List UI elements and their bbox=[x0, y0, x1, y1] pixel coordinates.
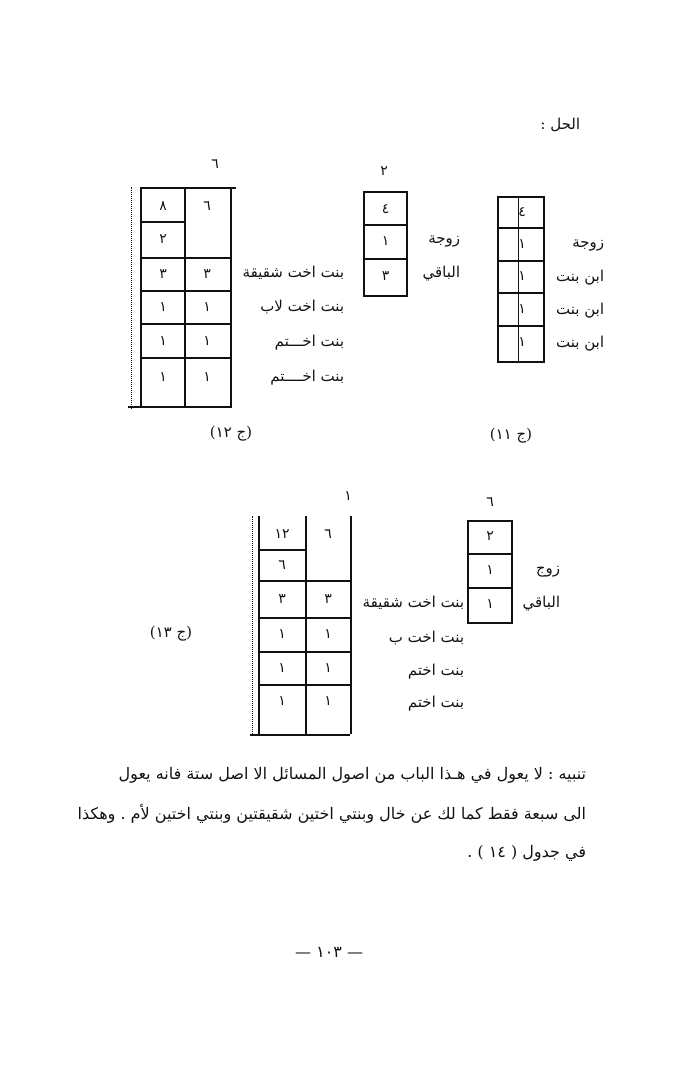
table-12-header-b: ٨ bbox=[159, 198, 167, 214]
table-11-caption: (ج ١١) bbox=[489, 425, 532, 443]
table-12-a: ٣ bbox=[203, 266, 211, 282]
table-husband-label: زوج bbox=[535, 559, 560, 577]
table-12-a: ١ bbox=[203, 333, 211, 349]
table-middle-base: ٤ bbox=[381, 201, 390, 217]
table-husband-value: ١ bbox=[486, 596, 494, 612]
table-middle-top-number: ٢ bbox=[380, 163, 388, 179]
table-11-value: ١ bbox=[518, 236, 526, 252]
table-13-b: ١ bbox=[278, 660, 286, 676]
table-11-label: ابن بنت bbox=[556, 333, 604, 351]
table-12-b: ١ bbox=[159, 333, 167, 349]
table-12-a: ١ bbox=[203, 299, 211, 315]
table-12-b: ١ bbox=[159, 299, 167, 315]
table-12-a: ١ bbox=[203, 369, 211, 385]
table-13-label: بنت اختم bbox=[407, 661, 464, 679]
table-husband-value: ١ bbox=[486, 562, 494, 578]
table-12-top-number: ٦ bbox=[211, 156, 219, 172]
table-13-a: ١ bbox=[324, 626, 332, 642]
table-12-label: بنت اخــــتم bbox=[270, 367, 344, 385]
note-line: الى سبعة فقط كما لك عن خال وبنتي اختين شقيقتين وبنتي اختين لأم . وهكذا bbox=[77, 804, 586, 823]
table-12-b: ١ bbox=[159, 369, 167, 385]
table-12-label: بنت اخت شقيقة bbox=[242, 263, 344, 281]
table-13-b: ١ bbox=[278, 626, 286, 642]
table-11-value: ١ bbox=[518, 268, 526, 284]
table-middle-value: ٣ bbox=[381, 268, 390, 284]
note-line: في جدول ( ١٤ ) . bbox=[467, 842, 586, 861]
table-11-value: ١ bbox=[518, 334, 526, 350]
table-12-header-a: ٦ bbox=[203, 198, 211, 214]
table-13-extra: ٦ bbox=[278, 557, 286, 573]
table-13-b: ٣ bbox=[278, 591, 286, 607]
table-13-label: بنت اخت شقيقة bbox=[362, 593, 464, 611]
solution-heading: الحل : bbox=[540, 115, 580, 133]
page-number: — ١٠٣ — bbox=[295, 942, 363, 961]
table-13-caption: (ج ١٣) bbox=[149, 623, 192, 641]
table-husband-base: ٢ bbox=[486, 528, 494, 544]
table-13-label: بنت اخت ب bbox=[388, 628, 464, 646]
table-11-label: زوجة bbox=[572, 233, 604, 251]
table-middle-value: ١ bbox=[381, 233, 390, 249]
table-11-base: ٤ bbox=[518, 204, 526, 220]
table-husband-label: الباقي bbox=[522, 593, 560, 611]
table-13-a: ٣ bbox=[324, 591, 332, 607]
table-13-header-b: ١٢ bbox=[274, 526, 290, 542]
note-line: تنبيه : لا يعول في هـذا الباب من اصول المسائل الا اصل ستة فانه يعول bbox=[118, 764, 586, 783]
table-11-label: ابن بنت bbox=[556, 267, 604, 285]
table-12-extra: ٢ bbox=[159, 231, 167, 247]
table-12-label: بنت اخت لاب bbox=[260, 297, 344, 315]
table-13-top-number: ١ bbox=[344, 488, 352, 504]
table-13-b: ١ bbox=[278, 693, 286, 709]
table-12-b: ٣ bbox=[159, 266, 167, 282]
table-11-label: ابن بنت bbox=[556, 300, 604, 318]
table-13-a: ١ bbox=[324, 660, 332, 676]
table-13-a: ١ bbox=[324, 693, 332, 709]
table-12-label: بنت اخـــتم bbox=[274, 332, 344, 350]
table-middle-label: زوجة bbox=[428, 229, 460, 247]
table-13-label: بنت اختم bbox=[407, 693, 464, 711]
table-husband-top-number: ٦ bbox=[486, 494, 494, 510]
table-13-header-a: ٦ bbox=[324, 526, 332, 542]
table-12-caption: (ج ١٢) bbox=[209, 423, 252, 441]
table-middle-label: الباقي bbox=[422, 263, 460, 281]
table-11-value: ١ bbox=[518, 301, 526, 317]
